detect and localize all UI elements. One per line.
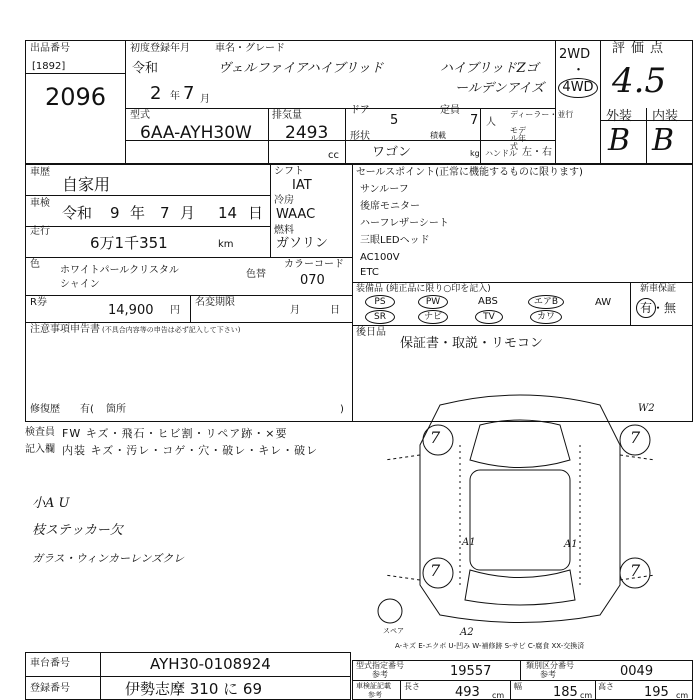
inspection-unit-month: 月	[180, 204, 196, 222]
doors-label: ドア	[350, 105, 370, 116]
recycle-unit: 円	[170, 305, 180, 316]
handle-label: ハンドル	[485, 149, 517, 158]
dims-height-unit: cm	[676, 691, 689, 700]
displacement-unit: cc	[328, 150, 339, 161]
category-ref: 参考	[540, 670, 556, 679]
usage-value: 自家用	[62, 175, 111, 194]
handnote-3: ガラス・ウィンカーレンズクレ	[32, 552, 185, 565]
displacement-label: 排気量	[272, 110, 302, 121]
dims-ref: 参考	[368, 691, 382, 699]
equip-airbag: エアB	[528, 295, 564, 309]
model-label: 型式	[130, 110, 150, 121]
ac-value: WAAC	[276, 207, 316, 222]
equip-ps: PS	[365, 295, 395, 309]
inspection-year: 9	[110, 204, 120, 222]
type-designation-label: 型式指定番号	[356, 661, 404, 670]
color-code-label: カラーコード	[284, 259, 344, 270]
mileage-label: 走行	[30, 226, 50, 237]
mileage-unit: km	[218, 239, 234, 250]
capacity-value: 7	[470, 113, 479, 128]
repair-label: 修復歴	[30, 404, 60, 415]
dims-length-unit: cm	[492, 691, 505, 700]
dims-height: 195	[644, 685, 669, 700]
fuel-value: ガソリン	[276, 236, 329, 251]
drive-4wd-circle	[558, 78, 598, 98]
later-label: 後日品	[356, 327, 386, 338]
spare-label: スペア	[383, 627, 404, 635]
sales-point-4: AC100V	[360, 252, 400, 263]
lot-label: 出品番号	[30, 43, 70, 54]
registration-label: 登録番号	[30, 683, 70, 694]
inspection-label: 車検	[30, 198, 50, 209]
meigi-day-unit: 日	[330, 305, 340, 316]
handnote-1: 小A U	[32, 496, 70, 511]
dims-width-unit: cm	[580, 691, 593, 700]
inspection-era: 令和	[62, 204, 93, 222]
first-reg-unit-year: 年	[170, 91, 180, 102]
sales-point-5: ETC	[360, 267, 379, 278]
first-reg-year: 2	[150, 83, 162, 104]
equip-tv: TV	[475, 310, 503, 324]
dims-width: 185	[553, 685, 578, 700]
damage-label-a1-right: A1	[564, 539, 578, 550]
sales-point-0: サンルーフ	[360, 184, 409, 195]
dealer-label: ディーラー・並行	[510, 110, 574, 119]
car-name: ヴェルファイアハイブリッド	[218, 61, 384, 76]
dims-width-label: 幅	[514, 682, 522, 691]
ac-label: 冷房	[274, 195, 294, 206]
dims-length-label: 長さ	[404, 682, 420, 691]
manual-yes-circle	[636, 298, 656, 318]
inspector-row-2: 内装 キズ・汚レ・コゲ・穴・破レ・キレ・破レ	[62, 444, 319, 457]
drive-2wd: 2WD	[559, 47, 591, 62]
model-value: 6AA-AYH30W	[140, 123, 252, 143]
manual-options: 有・無	[640, 301, 677, 315]
equip-abs: ABS	[478, 296, 498, 307]
chassis-value: AYH30-0108924	[150, 655, 271, 673]
damage-legend: A-キズ E-エクボ U-凹み W-補修跡 S-サビ C-腐食 XX-交換済	[395, 642, 585, 650]
inspector-row-1: FW キズ・飛石・ヒビ割・リペア跡・×要	[62, 427, 288, 440]
inspection-unit-day: 日	[248, 204, 264, 222]
damage-label-a2: A2	[460, 627, 474, 638]
damage-label-w2: W2	[638, 403, 655, 414]
damage-mark-fr: 7	[630, 428, 641, 447]
displacement-value: 2493	[285, 123, 329, 143]
damage-mark-rr: 7	[630, 561, 641, 580]
lot-sub: [1892]	[32, 61, 66, 72]
grade-ext-label: 外装	[606, 109, 633, 124]
car-grade-line1: ハイブリッドZゴ	[440, 61, 539, 76]
load-unit: kg	[470, 149, 480, 158]
sales-point-3: 三眼LEDヘッド	[360, 235, 430, 246]
capacity-unit: 人	[486, 117, 496, 128]
notes-sub: (不具合内容等の申告は必ず記入して下さい)	[102, 326, 241, 334]
model-year-label: モデル年式	[510, 126, 526, 151]
recycle-label: R券	[30, 297, 47, 308]
dims-length: 493	[455, 685, 480, 700]
body-type-label: 形状	[350, 131, 370, 142]
damage-label-a1-left: A1	[462, 537, 476, 548]
drive-dot: ・	[572, 63, 586, 78]
manual-label: 新車保証	[640, 284, 677, 294]
first-reg-unit-month: 月	[200, 94, 210, 105]
later-value: 保証書・取説・リモコン	[400, 336, 544, 351]
first-reg-label: 初度登録年月	[130, 43, 190, 54]
inspector-label-2: 記入欄	[25, 444, 55, 455]
drive-4wd: 4WD	[562, 80, 594, 95]
sales-points-label: セールスポイント(正常に機能するものに限ります)	[356, 167, 583, 178]
usage-label: 車歴	[30, 167, 50, 178]
recycle-value: 14,900	[108, 303, 154, 318]
inspection-month: 7	[160, 204, 170, 222]
meigi-label: 名変期限	[195, 297, 235, 308]
shift-value: IAT	[292, 178, 312, 193]
handnote-2: 枝ステッカー欠	[32, 523, 123, 538]
fuel-label: 燃料	[274, 225, 294, 236]
first-reg-era: 令和	[132, 61, 159, 76]
lot-number: 2096	[45, 83, 107, 111]
grade-score: 4.5	[612, 61, 667, 101]
repair-unit: 箇所	[106, 404, 126, 415]
grade-label: 評価点	[612, 41, 670, 56]
registration-value: 伊勢志摩 310 に 69	[125, 680, 263, 698]
equip-pw: PW	[418, 295, 448, 309]
car-grade-line2: ールデンアイズ	[455, 81, 545, 96]
color-name-line2: シャイン	[60, 279, 100, 290]
dims-height-label: 高さ	[598, 682, 614, 691]
inspection-day: 14	[218, 204, 238, 222]
equip-leather: カワ	[530, 310, 562, 324]
damage-mark-rl: 7	[430, 561, 441, 580]
repair-close: )	[340, 404, 344, 415]
repair-value: 有(	[80, 404, 94, 415]
mileage-value: 6万1千351	[90, 234, 168, 252]
category-value: 0049	[620, 664, 654, 679]
color-name-line1: ホワイトパールクリスタル	[60, 265, 179, 276]
color-change-label: 色替	[246, 269, 266, 280]
sales-point-1: 後席モニター	[360, 201, 420, 212]
car-damage-diagram	[370, 385, 690, 635]
shift-label: シフト	[274, 166, 304, 177]
handle-value: 左・右	[522, 147, 552, 158]
car-label: 車名・グレード	[215, 43, 285, 54]
color-label: 色	[30, 259, 40, 270]
type-designation-ref: 参考	[372, 670, 388, 679]
dims-label: 車検証記載	[356, 682, 391, 690]
type-designation-value: 19557	[450, 664, 492, 679]
inspector-label-1: 検査員	[25, 427, 55, 438]
damage-mark-fl: 7	[430, 428, 441, 447]
notes-label: 注意事項申告書	[30, 324, 100, 335]
grade-int: B	[652, 123, 675, 158]
doors-value: 5	[390, 113, 399, 128]
body-type-value: ワゴン	[372, 145, 412, 160]
grade-ext: B	[608, 123, 631, 158]
equip-navi: ナビ	[418, 310, 448, 324]
chassis-label: 車台番号	[30, 658, 70, 669]
grade-int-label: 内装	[652, 109, 679, 124]
sales-point-2: ハーフレザーシート	[360, 218, 449, 229]
load-label: 積載	[430, 131, 446, 140]
capacity-label: 定員	[440, 105, 460, 116]
meigi-month-unit: 月	[290, 305, 300, 316]
color-code: 070	[300, 273, 325, 288]
equipment-label: 装備品 (純正品に限り○印を記入)	[356, 284, 491, 294]
equip-aw: AW	[595, 297, 612, 308]
category-label: 類別区分番号	[526, 661, 574, 670]
first-reg-month: 7	[183, 83, 195, 104]
equip-sr: SR	[365, 310, 395, 324]
inspection-unit-year: 年	[130, 204, 146, 222]
